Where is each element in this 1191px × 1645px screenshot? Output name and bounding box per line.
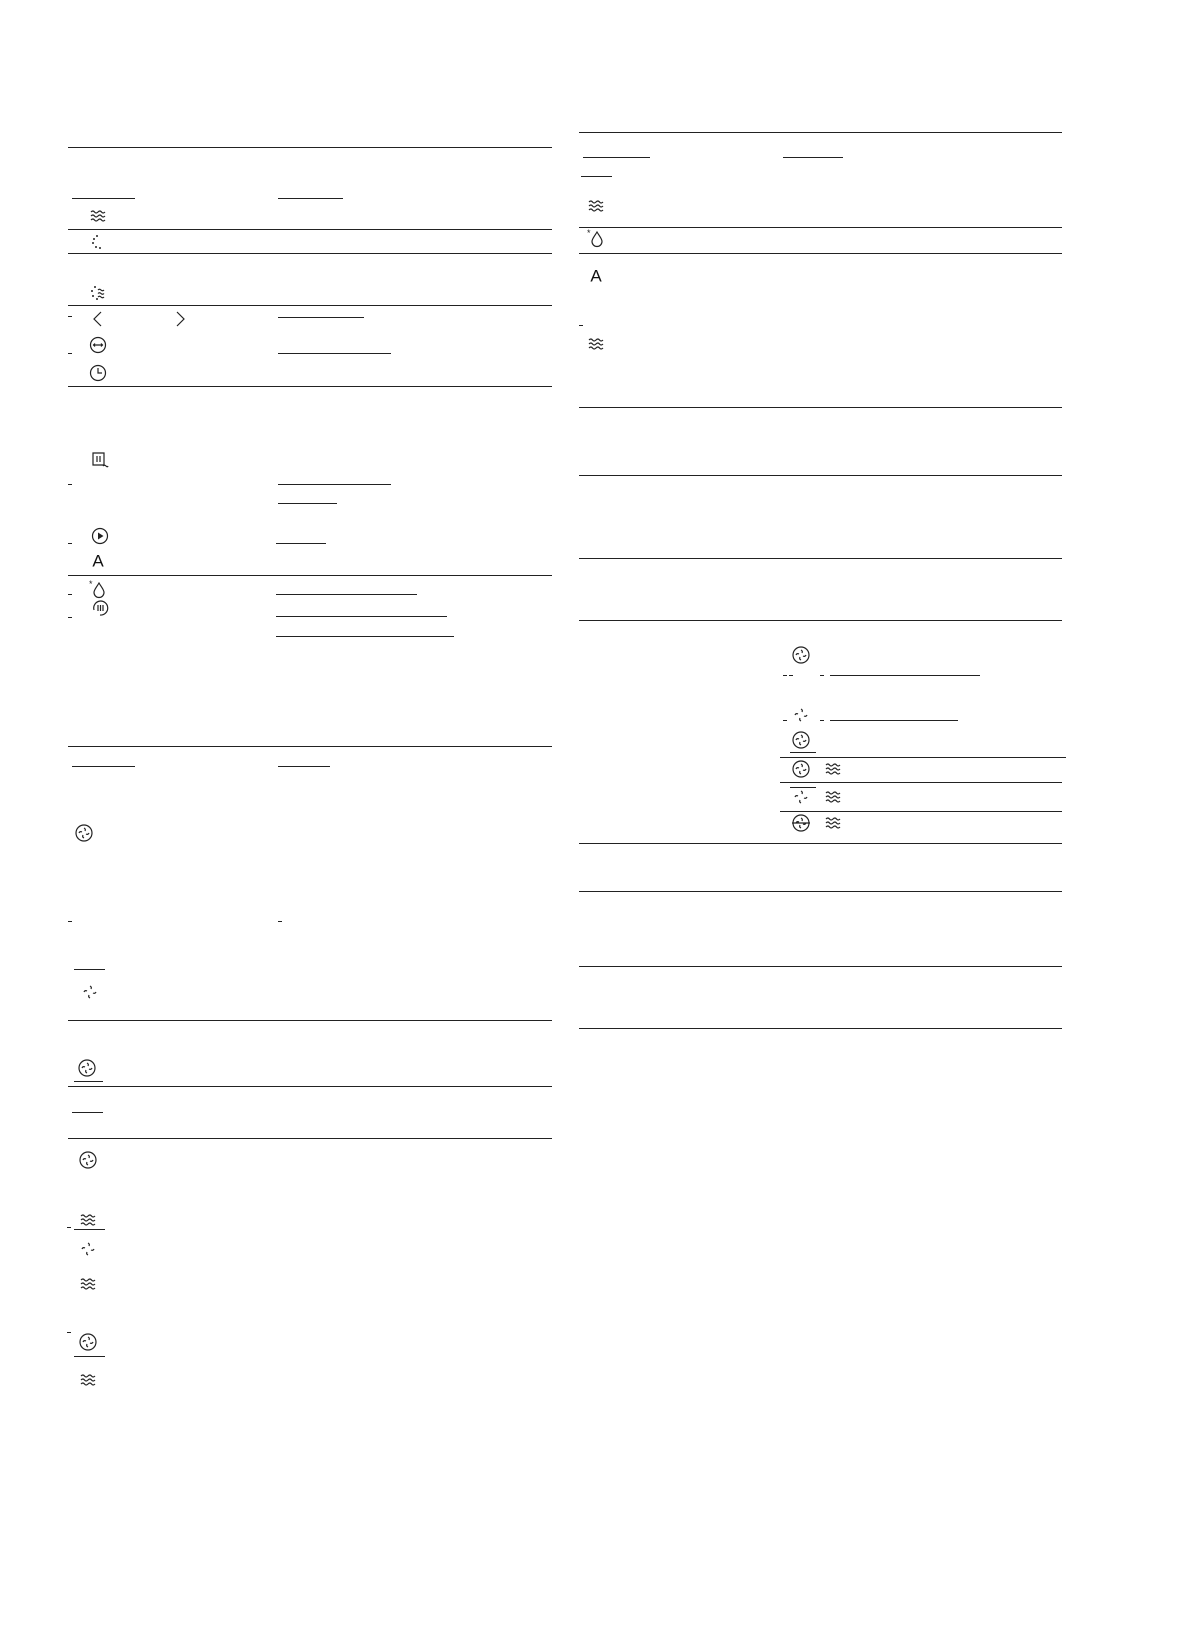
- underline: [74, 969, 105, 970]
- underline: [583, 157, 650, 158]
- dash-mark: [67, 1332, 71, 1333]
- dash-mark: [68, 921, 72, 922]
- table-divider: [579, 227, 1062, 228]
- underline: [830, 675, 980, 676]
- table-divider: [579, 475, 1062, 476]
- underline: [276, 636, 454, 637]
- svg-text:*: *: [587, 228, 591, 238]
- dash-mark: [789, 675, 793, 676]
- clock-icon: [88, 363, 108, 383]
- auto-icon: A: [92, 551, 104, 571]
- underline: [780, 757, 1066, 758]
- table-divider: [579, 891, 1062, 892]
- table-divider: [68, 147, 552, 148]
- arrows-circle-icon: [88, 335, 108, 355]
- fan-icon: [77, 1058, 97, 1078]
- table-divider: [579, 620, 1062, 621]
- waves-icon: [586, 334, 606, 354]
- chevron-right-icon: [170, 309, 190, 329]
- dash-mark: [67, 1227, 71, 1228]
- underline: [72, 1112, 103, 1113]
- table-divider: [579, 132, 1062, 133]
- dash-mark: [783, 720, 787, 721]
- drop-icon: [586, 228, 606, 248]
- dash-mark: [68, 617, 72, 618]
- fan-icon: [74, 823, 94, 843]
- underline: [278, 317, 364, 318]
- underline: [278, 198, 343, 199]
- dots-circle-icon: [88, 232, 108, 252]
- svg-text:*: *: [89, 579, 93, 589]
- table-divider: [68, 575, 552, 576]
- underline: [74, 1081, 103, 1082]
- underline: [72, 766, 135, 767]
- waves-icon: [823, 813, 843, 833]
- table-divider: [68, 253, 552, 254]
- dash-mark: [68, 484, 72, 485]
- table-divider: [68, 229, 552, 230]
- underline: [72, 198, 135, 199]
- dash-mark: [68, 316, 72, 317]
- dash-mark: [68, 594, 72, 595]
- fan-icon: [791, 759, 811, 779]
- fan-icon: [791, 645, 811, 665]
- dash-mark: [68, 543, 72, 544]
- waves-icon: [88, 206, 108, 226]
- table-divider: [579, 966, 1062, 967]
- underline: [74, 1356, 105, 1357]
- dash-mark: [820, 720, 824, 721]
- table-divider: [579, 843, 1062, 844]
- underline: [278, 503, 337, 504]
- fan-small-icon: [791, 787, 811, 807]
- drop-icon: [88, 579, 108, 599]
- table-divider: [579, 558, 1062, 559]
- dots-waves-icon: [88, 283, 108, 303]
- fan-icon: [78, 1332, 98, 1352]
- table-divider: [68, 746, 552, 747]
- underline: [276, 594, 417, 595]
- dash-mark: [68, 353, 72, 354]
- fan-small-icon: [791, 705, 811, 725]
- underline: [780, 782, 1062, 783]
- table-divider: [68, 1020, 552, 1021]
- table-divider: [68, 1086, 552, 1087]
- dash-mark: [278, 921, 282, 922]
- fan-small-icon: [78, 1239, 98, 1259]
- table-divider: [579, 253, 1062, 254]
- waves-icon: [78, 1210, 98, 1230]
- dash-mark: [579, 325, 583, 326]
- fan-icon: [791, 730, 811, 750]
- underline: [780, 811, 1062, 812]
- chevron-left-icon: [88, 309, 108, 329]
- waves-icon: [586, 196, 606, 216]
- underline: [830, 720, 958, 721]
- underline: [276, 543, 326, 544]
- waves-icon: [78, 1370, 98, 1390]
- fan-icon: [78, 1150, 98, 1170]
- underline: [783, 157, 843, 158]
- underline: [278, 484, 391, 485]
- table-divider: [68, 1138, 552, 1139]
- dash-mark: [783, 675, 787, 676]
- play-icon: [90, 526, 110, 546]
- underline: [278, 353, 391, 354]
- fan-crossed-icon: [791, 813, 811, 833]
- table-divider: [68, 386, 552, 387]
- underline: [581, 176, 612, 177]
- dash-mark: [820, 675, 824, 676]
- underline: [276, 616, 447, 617]
- waves-icon: [78, 1274, 98, 1294]
- rotate-heat-icon: [90, 598, 110, 618]
- table-divider: [579, 407, 1062, 408]
- underline: [790, 752, 816, 753]
- fan-small-icon: [80, 982, 100, 1002]
- waves-icon: [823, 787, 843, 807]
- underline: [278, 766, 330, 767]
- pause-steam-icon: [90, 450, 110, 470]
- waves-icon: [823, 759, 843, 779]
- auto-icon: A: [590, 266, 602, 286]
- table-divider: [579, 1028, 1062, 1029]
- table-divider: [68, 305, 552, 306]
